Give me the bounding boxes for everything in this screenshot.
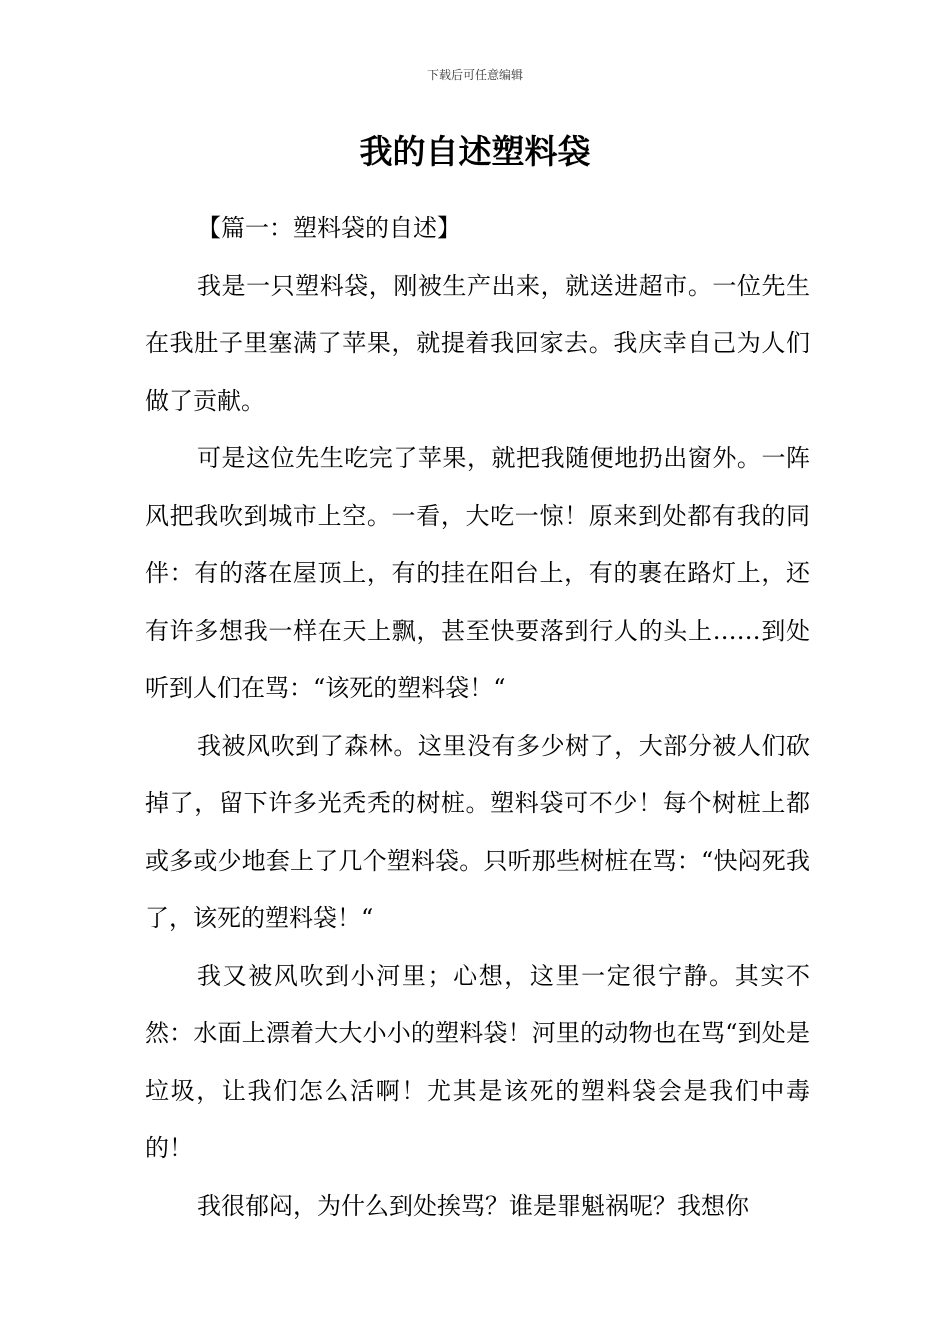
paragraph-2: 可是这位先生吃完了苹果，就把我随便地扔出窗外。一阵风把我吹到城市上空。一看，大吃一惊！原来到处都有我的同伴：有的落在屋顶上，有的挂在阳台上，有的裹在路灯上，还有许多想我一样在天上飘，甚至快要落到行人的头上……到处听到人们在骂：“该死的塑料袋！“ bbox=[145, 444, 810, 702]
document-title: 我的自述塑料袋 bbox=[359, 132, 591, 171]
page-header-note: 下载后可任意编辑 bbox=[426, 68, 523, 82]
paragraph-4: 我又被风吹到小河里；心想，这里一定很宁静。其实不然：水面上漂着大大小小的塑料袋！河里的动物也在骂“到处是垃圾，让我们怎么活啊！尤其是该死的塑料袋会是我们中毒的！ bbox=[145, 961, 810, 1162]
section-heading: 【篇一：塑料袋的自述】 bbox=[197, 214, 461, 242]
document-body bbox=[145, 200, 810, 1235]
paragraph-1: 我是一只塑料袋，刚被生产出来，就送进超市。一位先生在我肚子里塞满了苹果，就提着我回家去。我庆幸自己为人们做了贡献。 bbox=[145, 271, 810, 415]
paragraph-5: 我很郁闷，为什么到处挨骂？谁是罪魁祸呢？我想你 bbox=[197, 1191, 749, 1220]
paragraph-3: 我被风吹到了森林。这里没有多少树了，大部分被人们砍掉了，留下许多光秃秃的树桩。塑料袋可不少！每个树桩上都或多或少地套上了几个塑料袋。只听那些树桩在骂：“快闷死我了，该死的塑料袋！“ bbox=[145, 731, 810, 932]
